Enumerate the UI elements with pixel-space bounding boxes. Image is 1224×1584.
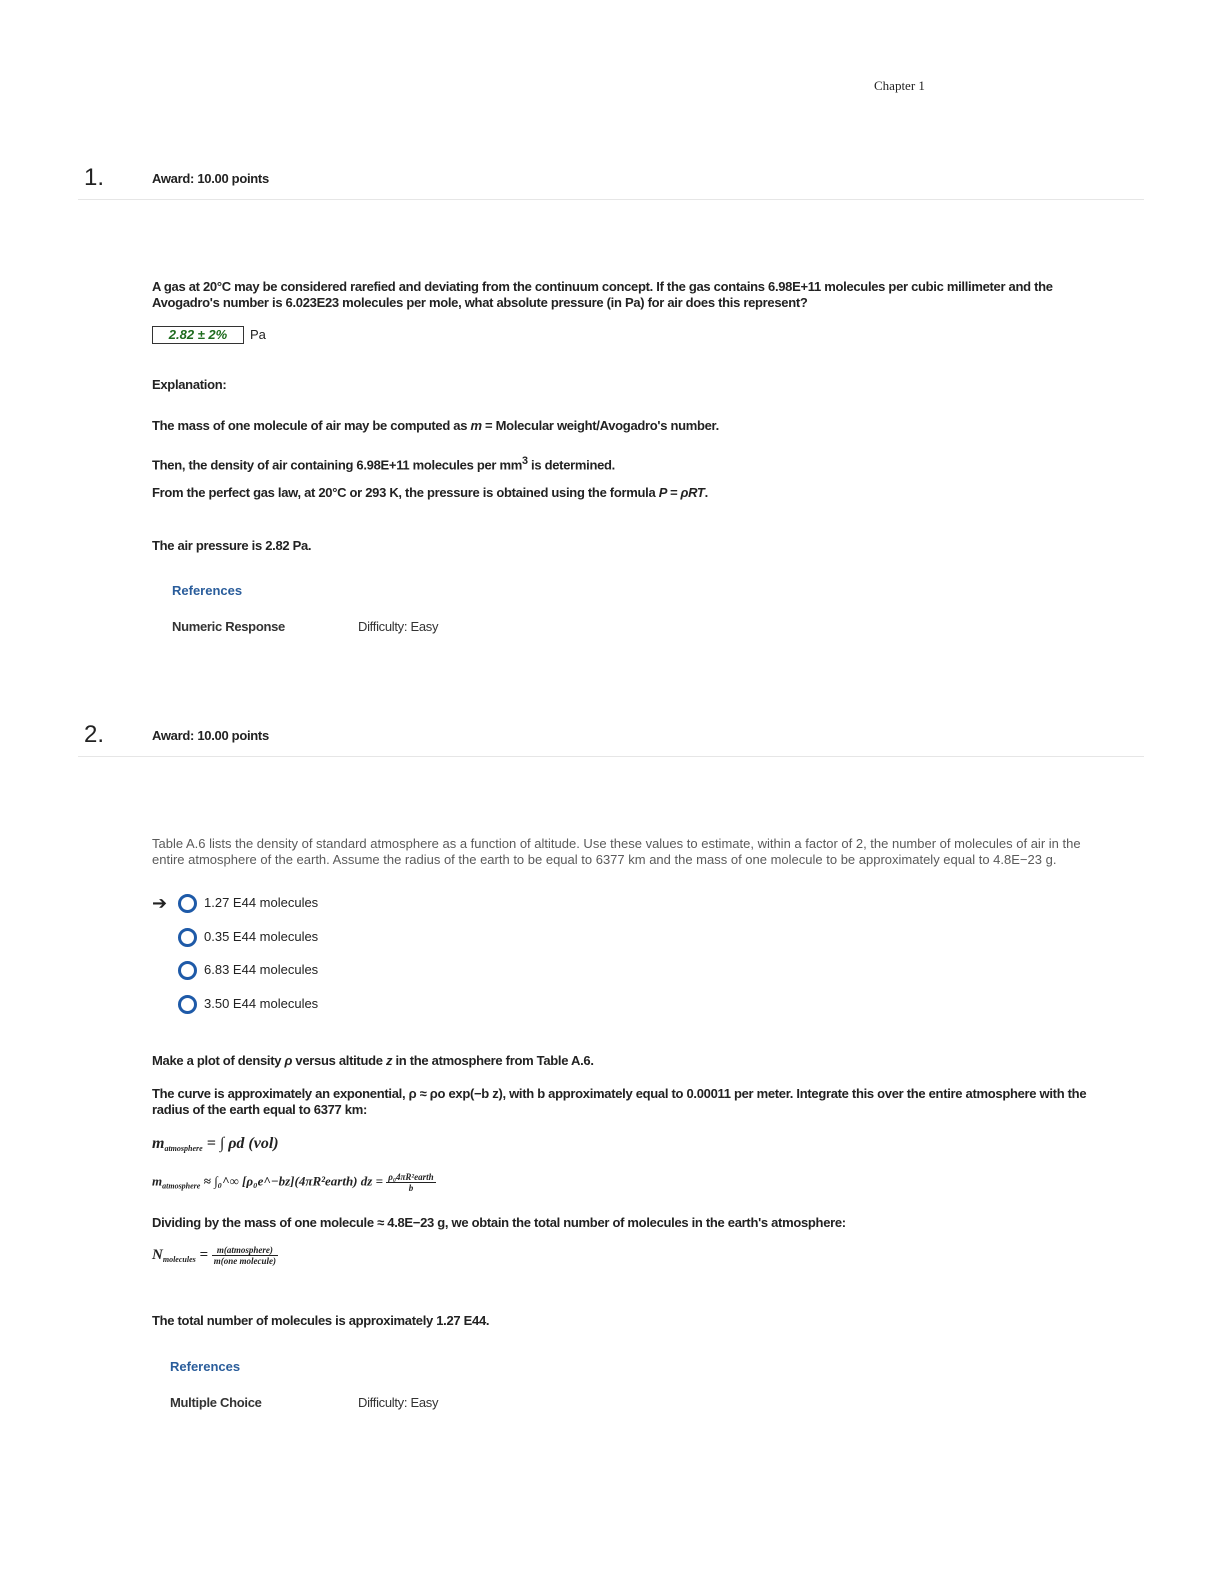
- explanation-label: Explanation:: [152, 377, 227, 392]
- question-1-type: Numeric Response: [172, 619, 285, 634]
- chapter-header: Chapter 1: [874, 78, 925, 93]
- exp-text: The mass of one molecule of air may be computed as: [152, 418, 471, 433]
- eq-equals: =: [195, 1246, 212, 1263]
- exp2-line1: The curve is approximately an exponential, ρ ≈ ρo exp(−b z), with b approximately equal to 0.00011 per meter. Integrate this over the entire atmosphere with the: [152, 1086, 1087, 1101]
- question-1-explanation-2: [152, 453, 1142, 473]
- exp-text: versus altitude: [292, 1053, 386, 1068]
- eq-subscript: atmosphere: [162, 1181, 201, 1191]
- option-label: 0.35 E44 molecules: [204, 929, 319, 944]
- question-2-award: Award: 10.00 points: [152, 728, 269, 743]
- eq-var: m: [152, 1173, 163, 1189]
- question-1-difficulty: Difficulty: Easy: [358, 619, 439, 634]
- equation-molecule-count: [152, 1245, 278, 1266]
- eq-subscript: molecules: [162, 1254, 196, 1264]
- question-2-text: [152, 836, 1142, 868]
- exp-var-m: m: [470, 418, 482, 433]
- question-2-explanation-2: [152, 1086, 1142, 1118]
- question-2-result: The total number of molecules is approximately 1.27 E44.: [152, 1313, 490, 1328]
- eq-var: N: [152, 1246, 163, 1263]
- question-1-text: [152, 279, 1142, 311]
- question-1-number: 1.: [84, 164, 105, 191]
- eq-var: m: [152, 1135, 165, 1152]
- option-label: 1.27 E44 molecules: [204, 895, 319, 910]
- question-1-references-link[interactable]: References: [172, 583, 243, 598]
- eq-rhs: = ∫ ρd (vol): [202, 1135, 279, 1152]
- question-2-references-link[interactable]: References: [170, 1359, 241, 1374]
- correct-answer-arrow-icon: ➔: [152, 893, 168, 913]
- question-1-result: The air pressure is 2.82 Pa.: [152, 538, 312, 553]
- exp-var-rho: ρ: [284, 1053, 293, 1068]
- exp-text: in the atmosphere from Table A.6.: [392, 1053, 594, 1068]
- question-1-answer-field: 2.82 ± 2%: [152, 326, 244, 344]
- option-1[interactable]: [152, 893, 552, 915]
- exp-text: .: [704, 485, 708, 500]
- option-label: 6.83 E44 molecules: [204, 962, 319, 977]
- question-1-answer-unit: Pa: [250, 327, 266, 342]
- radio-button[interactable]: [178, 961, 197, 980]
- question-1-divider: [78, 199, 1144, 200]
- question-1-text-line2: Avogadro's number is 6.023E23 molecules per mole, what absolute pressure (in Pa) for air does this represent?: [152, 295, 808, 310]
- eq-denominator: b: [408, 1183, 414, 1193]
- exp-text: is determined.: [527, 457, 615, 473]
- question-2-difficulty: Difficulty: Easy: [358, 1395, 439, 1410]
- question-2-divider: [78, 756, 1144, 757]
- radio-button[interactable]: [178, 928, 197, 947]
- exp-text: = Molecular weight/Avogadro's number.: [481, 418, 719, 433]
- option-4[interactable]: [152, 994, 552, 1016]
- eq-fraction: [386, 1172, 435, 1193]
- question-1-explanation-3: [152, 485, 1142, 501]
- equation-mass-integral: [152, 1135, 279, 1153]
- question-1-text-line1: A gas at 20°C may be considered rarefied and deviating from the continuum concept. If the gas contains 6.98E+11 molecules per cubic millimeter and the: [152, 279, 1053, 294]
- exp-text: Then, the density of air containing 6.98E+11 molecules per mm: [152, 457, 523, 473]
- question-2-explanation-3: Dividing by the mass of one molecule ≈ 4.8E−23 g, we obtain the total number of molecules in the earth's atmosphere:: [152, 1215, 846, 1230]
- eq-numerator: m(atmosphere): [212, 1245, 278, 1256]
- eq-subscript: atmosphere: [164, 1144, 203, 1153]
- radio-button[interactable]: [178, 894, 197, 913]
- question-1-award: Award: 10.00 points: [152, 171, 269, 186]
- option-label: 3.50 E44 molecules: [204, 996, 319, 1011]
- exp-superscript: 3: [522, 455, 528, 467]
- exp-text: Make a plot of density: [152, 1053, 285, 1068]
- radio-button[interactable]: [178, 995, 197, 1014]
- option-3[interactable]: [152, 960, 552, 982]
- question-2-number: 2.: [84, 721, 105, 748]
- eq-fraction: [212, 1245, 278, 1266]
- exp-text: From the perfect gas law, at 20°C or 293 K, the pressure is obtained using the formula: [152, 485, 659, 500]
- question-2-explanation-1: [152, 1053, 1142, 1069]
- eq-rhs: ≈ ∫₀^∞ [ρ₀e^−bz](4πR²earth) dz =: [200, 1173, 387, 1189]
- question-2-text-line2: entire atmosphere of the earth. Assume the radius of the earth to be equal to 6377 km and the mass of one molecule to be approximately equal to 4.8E−23 g.: [152, 852, 1057, 867]
- exp-formula: P = ρRT: [658, 485, 705, 500]
- eq-denominator: m(one molecule): [213, 1256, 277, 1266]
- eq-numerator: ρ₀4πR²earth: [388, 1172, 434, 1182]
- question-1-explanation-1: [152, 418, 1142, 434]
- question-2-type: Multiple Choice: [170, 1395, 262, 1410]
- equation-mass-exponential: [152, 1172, 436, 1193]
- option-2[interactable]: [152, 927, 552, 949]
- exp-var-z: z: [385, 1053, 393, 1068]
- exp2-line2: radius of the earth equal to 6377 km:: [152, 1102, 368, 1117]
- question-2-text-line1: Table A.6 lists the density of standard atmosphere as a function of altitude. Use these values to estimate, within a factor of 2, the number of molecules of air in the: [152, 836, 1081, 851]
